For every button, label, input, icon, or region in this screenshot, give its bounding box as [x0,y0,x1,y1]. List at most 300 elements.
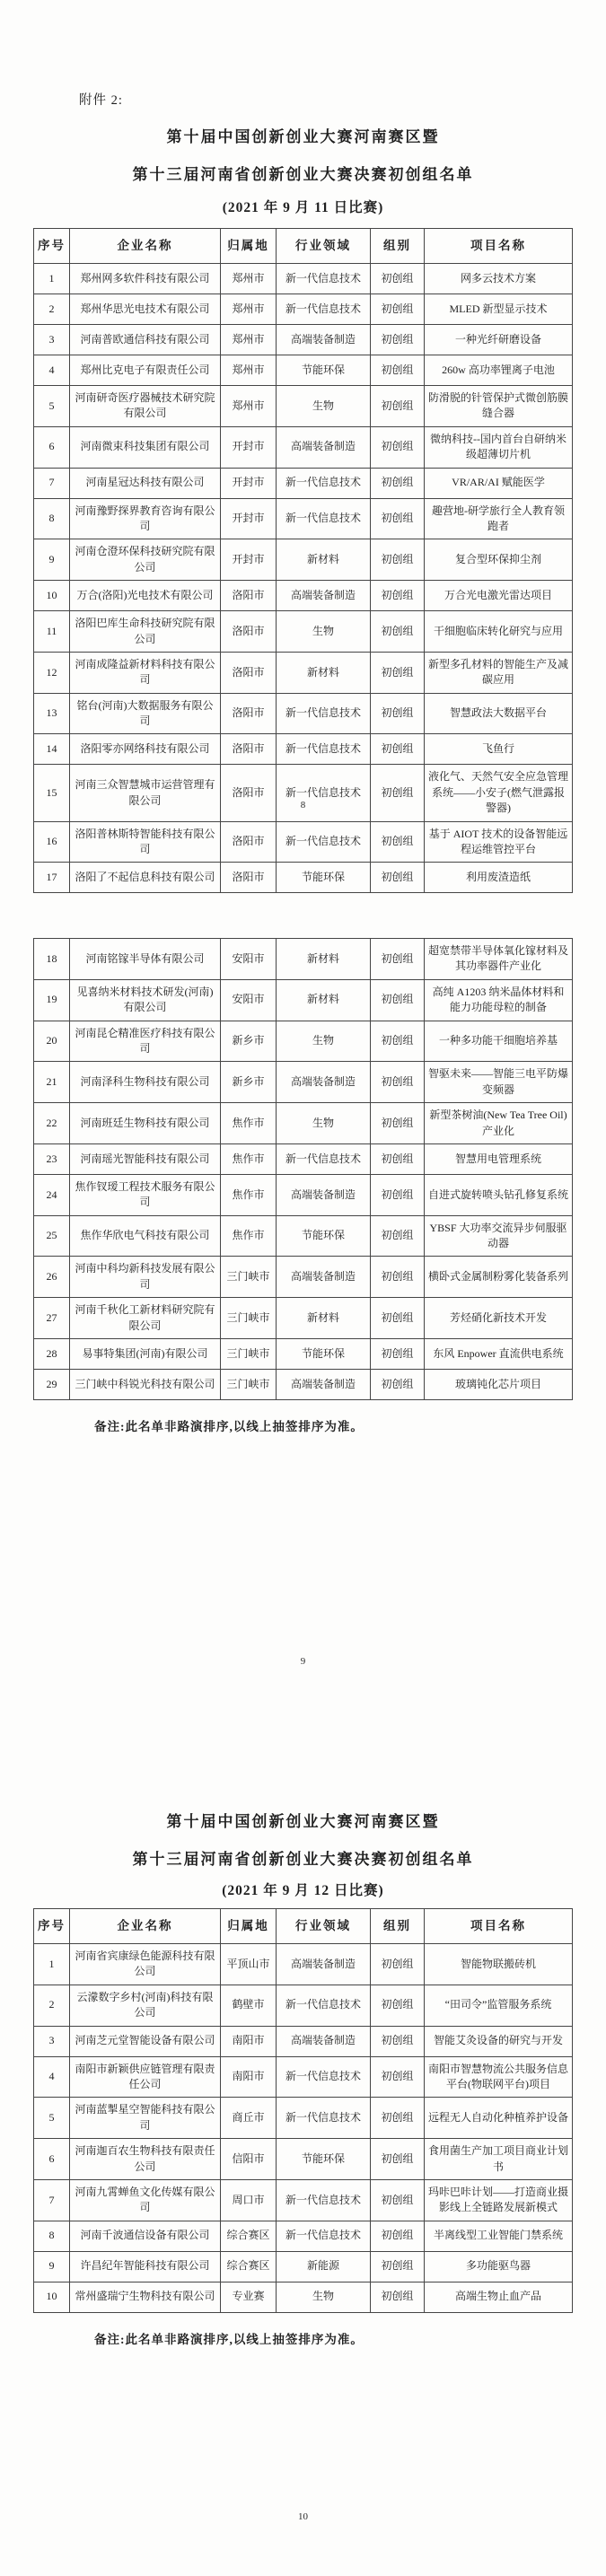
cell-industry: 新材料 [277,652,371,693]
cell-project-name: MLED 新型显示技术 [425,294,573,325]
cell-project-name: YBSF 大功率交流异步伺服驱动器 [425,1215,573,1257]
cell-industry: 生物 [277,611,371,653]
cell-project-name: 玛咔巴咔计划——打造商业摄影线上全链路发展新模式 [425,2179,573,2221]
cell-company-name: 三门峡中科锐光科技有限公司 [70,1370,221,1400]
table-row [34,325,573,355]
cell-industry: 高端装备制造 [277,325,371,355]
cell-project-name: 一种多功能干细胞培养基 [425,1021,573,1062]
cell-index: 8 [34,2221,70,2251]
cell-group: 初创组 [371,264,425,294]
cell-project-name: 新型茶树油(New Tea Tree Oil)产业化 [425,1103,573,1144]
cell-location: 焦作市 [221,1143,277,1174]
table-row [34,734,573,765]
cell-industry: 节能环保 [277,1215,371,1257]
cell-group: 初创组 [371,1985,425,2026]
table-row [34,979,573,1021]
table-row [34,1021,573,1062]
cell-index: 16 [34,821,70,863]
doc-title-line1: 第十届中国创新创业大赛河南赛区暨 [166,128,440,145]
cell-industry: 高端装备制造 [277,2026,371,2056]
cell-group: 初创组 [371,539,425,581]
cell-company-name: 河南星冠达科技有限公司 [70,468,221,498]
page-number-9: 9 [300,1656,306,1667]
col-header-index: 序号 [34,1909,70,1944]
cell-group: 初创组 [371,1370,425,1400]
table-row [34,1174,573,1215]
cell-group: 初创组 [371,1215,425,1257]
cell-group: 初创组 [371,1944,425,1985]
table-row [34,294,573,325]
cell-location: 洛阳市 [221,734,277,765]
cell-company-name: 河南昆仑精准医疗科技有限公司 [70,1021,221,1062]
table-row [34,1985,573,2026]
cell-company-name: 铭台(河南)大数据服务有限公司 [70,693,221,734]
col-header-location: 归属地 [221,229,277,264]
cell-industry: 新一代信息技术 [277,294,371,325]
col-header-group: 组别 [371,229,425,264]
table-row [34,693,573,734]
cell-group: 初创组 [371,693,425,734]
cell-industry: 新材料 [277,539,371,581]
cell-project-name: 微纳科技--国内首台自研纳米级超薄切片机 [425,426,573,468]
cell-project-name: 玻璃钝化芯片项目 [425,1370,573,1400]
cell-company-name: 焦作华欣电气科技有限公司 [70,1215,221,1257]
cell-industry: 节能环保 [277,863,371,893]
cell-index: 21 [34,1062,70,1103]
col-header-project: 项目名称 [425,1909,573,1944]
cell-group: 初创组 [371,863,425,893]
cell-industry: 新一代信息技术 [277,498,371,539]
cell-company-name: 洛阳了不起信息科技有限公司 [70,863,221,893]
cell-location: 新乡市 [221,1021,277,1062]
cell-location: 安阳市 [221,939,277,980]
cell-group: 初创组 [371,2098,425,2139]
cell-index: 12 [34,652,70,693]
cell-company-name: 郑州网多软件科技有限公司 [70,264,221,294]
cell-company-name: 河南铭镓半导体有限公司 [70,939,221,980]
cell-location: 信阳市 [221,2139,277,2180]
cell-industry: 新一代信息技术 [277,821,371,863]
cell-location: 洛阳市 [221,652,277,693]
roster-table-sep12-body [34,1944,573,2313]
cell-group: 初创组 [371,611,425,653]
cell-location: 鹤壁市 [221,1985,277,2026]
table-row [34,2179,573,2221]
cell-project-name: 南阳市智慧物流公共服务信息平台(物联网平台)项目 [425,2056,573,2098]
cell-project-name: 自进式旋转喷头钻孔修复系统 [425,1174,573,1215]
cell-location: 洛阳市 [221,611,277,653]
table-row [34,2026,573,2056]
cell-industry: 新一代信息技术 [277,765,371,821]
cell-industry: 新一代信息技术 [277,1985,371,2026]
cell-company-name: 万合(洛阳)光电技术有限公司 [70,581,221,611]
attachment-label: 附件 2: [79,93,123,108]
cell-industry: 高端装备制造 [277,426,371,468]
cell-group: 初创组 [371,1143,425,1174]
cell-group: 初创组 [371,734,425,765]
cell-industry: 高端装备制造 [277,1944,371,1985]
cell-project-name: 横卧式金属制粉雾化装备系列 [425,1257,573,1298]
cell-group: 初创组 [371,1103,425,1144]
cell-location: 郑州市 [221,355,277,386]
cell-index: 9 [34,539,70,581]
cell-industry: 高端装备制造 [277,581,371,611]
cell-industry: 新一代信息技术 [277,468,371,498]
cell-location: 开封市 [221,498,277,539]
cell-project-name: 260w 高功率锂离子电池 [425,355,573,386]
table-row [34,2251,573,2282]
cell-industry: 节能环保 [277,1339,371,1370]
cell-location: 焦作市 [221,1174,277,1215]
cell-company-name: 河南瑶光智能科技有限公司 [70,1143,221,1174]
cell-company-name: 河南研奇医疗器械技术研究院有限公司 [70,386,221,427]
table-row [34,611,573,653]
cell-index: 6 [34,2139,70,2180]
col-header-company: 企业名称 [70,1909,221,1944]
cell-location: 洛阳市 [221,821,277,863]
roster-table-sep11 [33,228,573,893]
cell-industry: 新材料 [277,979,371,1021]
table-row [34,539,573,581]
cell-project-name: 多功能驱鸟器 [425,2251,573,2282]
cell-company-name: 河南微束科技集团有限公司 [70,426,221,468]
cell-company-name: 洛阳零亦网络科技有限公司 [70,734,221,765]
cell-location: 平顶山市 [221,1944,277,1985]
table-row [34,468,573,498]
col-header-project: 项目名称 [425,229,573,264]
table-header-row [34,229,573,264]
table-row [34,1339,573,1370]
table-row [34,821,573,863]
cell-company-name: 许昌纪年智能科技有限公司 [70,2251,221,2282]
cell-project-name: 东风 Enpower 直流供电系统 [425,1339,573,1370]
cell-project-name: 食用菌生产加工项目商业计划书 [425,2139,573,2180]
cell-project-name: 液化气、天然气安全应急管理系统——小安子(燃气泄露报警器) [425,765,573,821]
cell-project-name: “田司令”监管服务系统 [425,1985,573,2026]
cell-industry: 高端装备制造 [277,1062,371,1103]
cell-project-name: 智慧政法大数据平台 [425,693,573,734]
cell-location: 郑州市 [221,386,277,427]
cell-index: 14 [34,734,70,765]
cell-project-name: 智慧用电管理系统 [425,1143,573,1174]
cell-project-name: 飞鱼行 [425,734,573,765]
table-row [34,355,573,386]
cell-group: 初创组 [371,325,425,355]
cell-group: 初创组 [371,1174,425,1215]
cell-location: 洛阳市 [221,581,277,611]
page-number-10: 10 [298,2511,308,2522]
cell-location: 三门峡市 [221,1370,277,1400]
cell-industry: 新材料 [277,1298,371,1339]
cell-group: 初创组 [371,2179,425,2221]
cell-project-name: 智驱未来——智能三电平防爆变频器 [425,1062,573,1103]
cell-industry: 新一代信息技术 [277,1143,371,1174]
cell-company-name: 河南班廷生物科技有限公司 [70,1103,221,1144]
cell-project-name: VR/AR/AI 赋能医学 [425,468,573,498]
cell-company-name: 南阳市新颖供应链管理有限责任公司 [70,2056,221,2098]
cell-group: 初创组 [371,1339,425,1370]
cell-location: 三门峡市 [221,1257,277,1298]
doc-date-sep11: (2021 年 9 月 11 日比赛) [222,200,384,215]
sheet-page-9 [0,938,606,1434]
cell-index: 8 [34,498,70,539]
table-row [34,1143,573,1174]
cell-group: 初创组 [371,2026,425,2056]
cell-company-name: 常州盛瑞宁生物科技有限公司 [70,2282,221,2312]
cell-group: 初创组 [371,426,425,468]
cell-location: 三门峡市 [221,1298,277,1339]
doc-title-line2: 第十三届河南省创新创业大赛决赛初创组名单 [132,1851,474,1868]
cell-location: 南阳市 [221,2026,277,2056]
cell-index: 20 [34,1021,70,1062]
col-header-industry: 行业领域 [277,229,371,264]
cell-group: 初创组 [371,821,425,863]
cell-index: 23 [34,1143,70,1174]
table-row [34,581,573,611]
cell-industry: 生物 [277,2282,371,2312]
cell-index: 10 [34,581,70,611]
cell-company-name: 郑州华思光电技术有限公司 [70,294,221,325]
roster-table-sep11-continued [33,938,573,1400]
cell-group: 初创组 [371,979,425,1021]
cell-industry: 新能源 [277,2251,371,2282]
cell-company-name: 河南蓝掣星空智能科技有限公司 [70,2098,221,2139]
table-row [34,264,573,294]
cell-group: 初创组 [371,2056,425,2098]
cell-company-name: 洛阳巴库生命科技研究院有限公司 [70,611,221,653]
roster-table-sep12 [33,1908,573,2313]
cell-location: 洛阳市 [221,863,277,893]
cell-industry: 新一代信息技术 [277,2179,371,2221]
cell-index: 24 [34,1174,70,1215]
col-header-location: 归属地 [221,1909,277,1944]
cell-index: 17 [34,863,70,893]
cell-group: 初创组 [371,498,425,539]
col-header-industry: 行业领域 [277,1909,371,1944]
doc-title-line1: 第十届中国创新创业大赛河南赛区暨 [166,1813,440,1830]
cell-company-name: 河南仓澄环保科技研究院有限公司 [70,539,221,581]
cell-group: 初创组 [371,1257,425,1298]
cell-index: 25 [34,1215,70,1257]
table-row [34,2098,573,2139]
cell-project-name: 新型多孔材料的智能生产及减碳应用 [425,652,573,693]
page-number-8: 8 [300,800,306,810]
cell-company-name: 河南泽科生物科技有限公司 [70,1062,221,1103]
table-row [34,939,573,980]
cell-company-name: 焦作钗瑷工程技术服务有限公司 [70,1174,221,1215]
cell-company-name: 河南千波通信设备有限公司 [70,2221,221,2251]
cell-group: 初创组 [371,386,425,427]
table-row [34,765,573,821]
cell-company-name: 郑州比克电子有限责任公司 [70,355,221,386]
cell-project-name: 高端生物止血产品 [425,2282,573,2312]
sheet-page-10 [0,1809,606,2347]
cell-index: 4 [34,355,70,386]
cell-index: 3 [34,325,70,355]
cell-group: 初创组 [371,2251,425,2282]
cell-index: 7 [34,468,70,498]
cell-project-name: 利用废渣造纸 [425,863,573,893]
table-row [34,386,573,427]
doc-title-line2: 第十三届河南省创新创业大赛决赛初创组名单 [132,166,474,183]
sheet-page-8 [0,90,606,893]
cell-project-name: 远程无人自动化种植养护设备 [425,2098,573,2139]
cell-industry: 新一代信息技术 [277,2056,371,2098]
cell-index: 18 [34,939,70,980]
cell-location: 焦作市 [221,1215,277,1257]
roster-table-sep11-body [34,264,573,893]
cell-location: 开封市 [221,426,277,468]
cell-group: 初创组 [371,355,425,386]
remark-note-sep11: 备注:此名单非路演排序,以线上抽签排序为准。 [94,1420,364,1434]
table-row [34,2282,573,2312]
cell-industry: 生物 [277,386,371,427]
cell-project-name: 一种光纤研磨设备 [425,325,573,355]
cell-project-name: 超宽禁带半导体氧化镓材料及其功率器件产业化 [425,939,573,980]
cell-company-name: 河南三众智慧城市运营管理有限公司 [70,765,221,821]
cell-company-name: 云濛数字乡村(河南)科技有限公司 [70,1985,221,2026]
cell-group: 初创组 [371,581,425,611]
cell-company-name: 河南千秋化工新材料研究院有限公司 [70,1298,221,1339]
cell-group: 初创组 [371,1298,425,1339]
table-row [34,1298,573,1339]
cell-industry: 生物 [277,1103,371,1144]
cell-location: 洛阳市 [221,765,277,821]
cell-project-name: 网多云技术方案 [425,264,573,294]
col-header-index: 序号 [34,229,70,264]
cell-project-name: 复合型环保抑尘剂 [425,539,573,581]
cell-company-name: 河南豫野探界教育咨询有限公司 [70,498,221,539]
cell-index: 6 [34,426,70,468]
cell-index: 1 [34,264,70,294]
cell-project-name: 干细胞临床转化研究与应用 [425,611,573,653]
table-row [34,863,573,893]
cell-industry: 节能环保 [277,355,371,386]
cell-index: 5 [34,386,70,427]
table-row [34,652,573,693]
cell-company-name: 河南九霄蝉鱼文化传媒有限公司 [70,2179,221,2221]
cell-company-name: 河南省宾康绿色能源科技有限公司 [70,1944,221,1985]
cell-group: 初创组 [371,1062,425,1103]
cell-company-name: 见喜纳米材料技术研发(河南)有限公司 [70,979,221,1021]
cell-industry: 新一代信息技术 [277,2098,371,2139]
cell-location: 综合赛区 [221,2221,277,2251]
cell-project-name: 基于 AIOT 技术的设备智能远程运维管控平台 [425,821,573,863]
cell-industry: 新一代信息技术 [277,693,371,734]
table-row [34,1370,573,1400]
cell-index: 10 [34,2282,70,2312]
cell-company-name: 河南成隆益新材料科技有限公司 [70,652,221,693]
cell-location: 周口市 [221,2179,277,2221]
cell-company-name: 河南中科均新科技发展有限公司 [70,1257,221,1298]
cell-group: 初创组 [371,294,425,325]
cell-industry: 高端装备制造 [277,1257,371,1298]
cell-project-name: 趣营地-研学旅行全人教育领跑者 [425,498,573,539]
cell-index: 4 [34,2056,70,2098]
cell-index: 5 [34,2098,70,2139]
cell-industry: 新一代信息技术 [277,264,371,294]
cell-location: 开封市 [221,468,277,498]
table-header-row [34,1909,573,1944]
cell-company-name: 河南迦百农生物科技有限责任公司 [70,2139,221,2180]
table-row [34,1257,573,1298]
cell-industry: 新一代信息技术 [277,2221,371,2251]
cell-index: 3 [34,2026,70,2056]
cell-group: 初创组 [371,1021,425,1062]
table-row [34,1103,573,1144]
cell-location: 郑州市 [221,264,277,294]
cell-group: 初创组 [371,652,425,693]
cell-index: 19 [34,979,70,1021]
cell-index: 1 [34,1944,70,1985]
cell-company-name: 河南芝元堂智能设备有限公司 [70,2026,221,2056]
cell-index: 27 [34,1298,70,1339]
cell-company-name: 易事特集团(河南)有限公司 [70,1339,221,1370]
cell-location: 南阳市 [221,2056,277,2098]
table-row [34,498,573,539]
cell-location: 综合赛区 [221,2251,277,2282]
cell-index: 7 [34,2179,70,2221]
cell-group: 初创组 [371,2221,425,2251]
cell-industry: 高端装备制造 [277,1174,371,1215]
cell-industry: 生物 [277,1021,371,1062]
cell-location: 洛阳市 [221,693,277,734]
cell-industry: 节能环保 [277,2139,371,2180]
cell-location: 开封市 [221,539,277,581]
cell-project-name: 高纯 A1203 纳米晶体材料和能力功能母粒的制备 [425,979,573,1021]
cell-project-name: 防滑脱的针管保护式微创筋膜缝合器 [425,386,573,427]
table-row [34,2056,573,2098]
table-row [34,1944,573,1985]
cell-index: 11 [34,611,70,653]
cell-group: 初创组 [371,468,425,498]
table-row [34,2221,573,2251]
cell-location: 焦作市 [221,1103,277,1144]
table-row [34,1062,573,1103]
doc-date-sep12: (2021 年 9 月 12 日比赛) [222,1883,384,1898]
remark-note-sep12: 备注:此名单非路演排序,以线上抽签排序为准。 [94,2332,364,2346]
cell-location: 三门峡市 [221,1339,277,1370]
cell-industry: 新一代信息技术 [277,734,371,765]
cell-index: 15 [34,765,70,821]
cell-index: 28 [34,1339,70,1370]
roster-table-sep11-continued-body [34,939,573,1400]
table-row [34,2139,573,2180]
cell-project-name: 智能物联搬砖机 [425,1944,573,1985]
cell-index: 22 [34,1103,70,1144]
cell-index: 29 [34,1370,70,1400]
col-header-group: 组别 [371,1909,425,1944]
cell-index: 26 [34,1257,70,1298]
cell-company-name: 洛阳普林斯特智能科技有限公司 [70,821,221,863]
cell-location: 郑州市 [221,294,277,325]
col-header-company: 企业名称 [70,229,221,264]
cell-project-name: 芳烃硝化新技术开发 [425,1298,573,1339]
cell-project-name: 半离线型工业智能门禁系统 [425,2221,573,2251]
cell-location: 专业赛 [221,2282,277,2312]
cell-industry: 高端装备制造 [277,1370,371,1400]
cell-index: 13 [34,693,70,734]
cell-group: 初创组 [371,2282,425,2312]
cell-company-name: 河南普欧通信科技有限公司 [70,325,221,355]
cell-index: 9 [34,2251,70,2282]
cell-project-name: 智能艾灸设备的研究与开发 [425,2026,573,2056]
cell-group: 初创组 [371,939,425,980]
cell-location: 安阳市 [221,979,277,1021]
cell-industry: 新材料 [277,939,371,980]
cell-location: 商丘市 [221,2098,277,2139]
cell-location: 新乡市 [221,1062,277,1103]
